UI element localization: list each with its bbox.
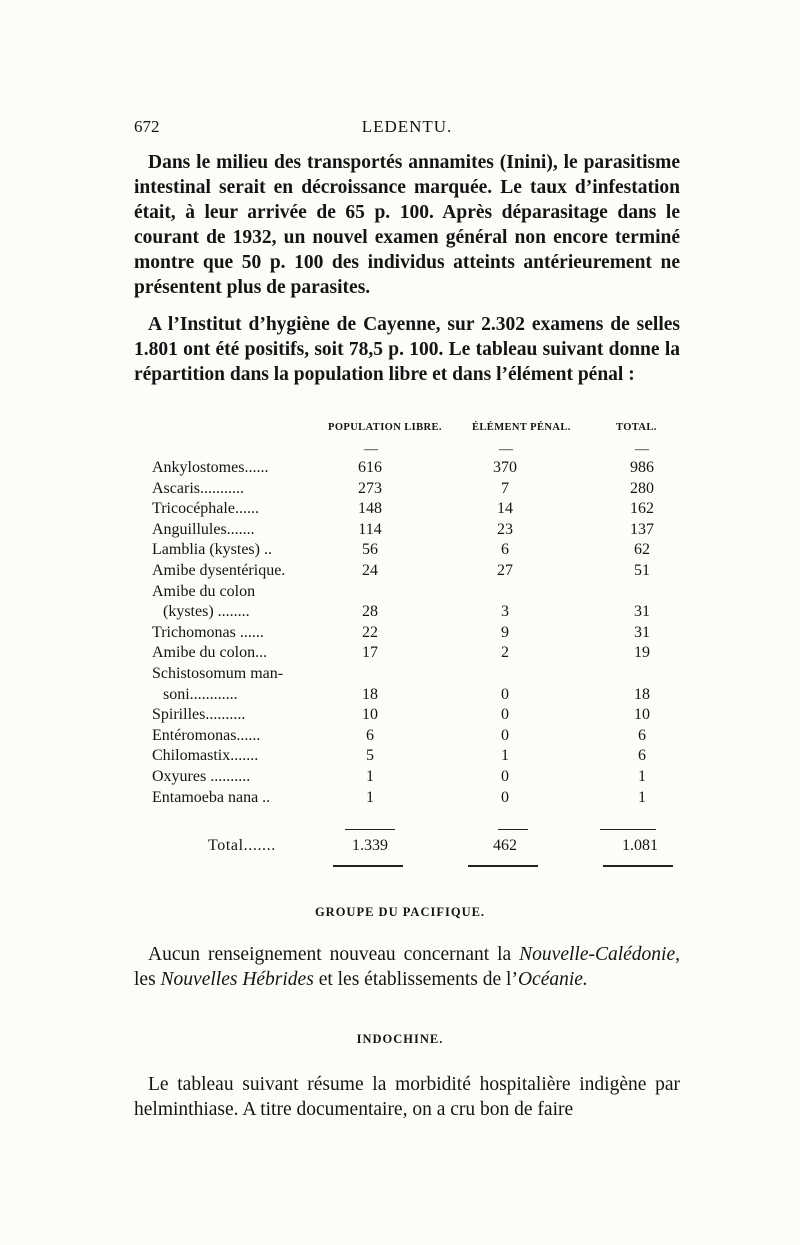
parasite-name: Entamoeba nana ..: [152, 788, 271, 806]
cell-element-penal: 0: [501, 726, 509, 744]
cell-element-penal: 6: [501, 541, 509, 559]
total-underline: [468, 865, 538, 867]
sum-rule: [345, 829, 395, 830]
parasite-name: Oxyures ..........: [152, 767, 251, 785]
cell-total: 986: [630, 459, 654, 476]
cell-total: 10: [634, 706, 650, 724]
parasite-name: soni............: [163, 685, 238, 703]
cell-total: 280: [630, 479, 654, 497]
cell-total: 18: [634, 685, 650, 703]
table-row: [0, 582, 800, 603]
table-row: [0, 767, 800, 788]
running-title: LEDENTU.: [361, 117, 453, 136]
cell-element-penal: 7: [501, 479, 509, 497]
parasite-name: Ascaris...........: [152, 479, 244, 497]
table-row: [0, 499, 800, 520]
table-row: [0, 561, 800, 582]
parasite-name: Entéromonas......: [152, 726, 261, 744]
sum-rule: [498, 829, 528, 830]
parasite-name: Amibe du colon...: [152, 644, 268, 662]
cell-population-libre: 5: [366, 747, 374, 765]
cell-element-penal: 14: [497, 500, 513, 518]
paragraph-annamites: Dans le milieu des transportés annamites (Inini), le parasitisme intestinal serait en décroissance marquée. Le taux d’infestation était, à leur arrivée de 65 p. 100. Après déparasitage dans le courant de 1932, un nouvel examen général non encore terminé montre que 50 p. 100 des individus atteints antérieurement ne présentent plus de parasites.: [134, 152, 680, 298]
header-dashes: [0, 442, 800, 456]
cell-total: 1: [638, 767, 646, 785]
parasite-name: Anguillules.......: [152, 520, 255, 538]
place-name: Océanie.: [517, 969, 588, 990]
dash: —: [635, 442, 649, 457]
total-libre: 1.339: [352, 837, 388, 854]
parasite-table-body: [0, 458, 800, 808]
cell-element-penal: 9: [501, 623, 509, 641]
table-row: [0, 685, 800, 706]
table-row: [0, 540, 800, 561]
cell-element-penal: 3: [501, 603, 509, 621]
cell-element-penal: 23: [497, 520, 513, 538]
parasite-name: Trichomonas ......: [152, 623, 264, 641]
total-underline: [333, 865, 403, 867]
cell-total: 62: [634, 541, 650, 559]
table-row: [0, 643, 800, 664]
table-row: [0, 623, 800, 644]
place-name: Nouvelles Hébrides: [160, 969, 314, 990]
cell-element-penal: 0: [501, 767, 509, 785]
total-row: [0, 837, 800, 861]
cell-population-libre: 28: [362, 603, 378, 621]
section-title-indochine: INDOCHINE.: [356, 1032, 444, 1046]
cell-population-libre: 24: [362, 561, 378, 579]
cell-total: 51: [634, 561, 650, 579]
cell-population-libre: 114: [358, 520, 382, 538]
cell-element-penal: 0: [501, 685, 509, 703]
table-row: [0, 520, 800, 541]
sum-rule: [600, 829, 656, 830]
dash: —: [364, 442, 378, 457]
parasite-name: Tricocéphale......: [152, 500, 259, 518]
place-name: Nouvelle-Calédonie,: [519, 944, 680, 965]
section-title-pacifique: GROUPE DU PACIFIQUE.: [314, 905, 486, 919]
cell-population-libre: 56: [362, 541, 378, 559]
table-row: [0, 458, 800, 479]
cell-population-libre: 17: [362, 644, 378, 662]
parasite-name: Amibe dysentérique.: [152, 561, 286, 579]
paragraph-cayenne: A l’Institut d’hygiène de Cayenne, sur 2.302 examens de selles 1.801 ont été positifs, soit 78,5 p. 100. Le tableau suivant donne la répartition dans la population libre et dans l’élément pénal :: [134, 314, 680, 385]
table-row: [0, 746, 800, 767]
cell-population-libre: 1: [366, 788, 374, 806]
parasite-name: Lamblia (kystes) ..: [152, 541, 272, 559]
cell-population-libre: 22: [362, 623, 378, 641]
cell-total: 1: [638, 788, 646, 806]
cell-population-libre: 616: [358, 459, 382, 476]
cell-total: 6: [638, 747, 646, 765]
cell-total: 137: [630, 520, 654, 538]
parasite-name: Schistosomum man-: [152, 664, 284, 682]
total-total: 1.081: [622, 837, 658, 854]
cell-total: 31: [634, 603, 650, 621]
cell-total: 31: [634, 623, 650, 641]
parasite-name: (kystes) ........: [163, 603, 250, 621]
total-underline: [603, 865, 673, 867]
table-row: [0, 664, 800, 685]
cell-element-penal: 2: [501, 644, 509, 662]
cell-total: 6: [638, 726, 646, 744]
page-header: [134, 117, 680, 141]
cell-population-libre: 18: [362, 685, 378, 703]
cell-total: 162: [630, 500, 654, 518]
text-run: Aucun renseignement nouveau concernant la: [148, 944, 520, 965]
cell-element-penal: 1: [501, 747, 509, 765]
cell-population-libre: 148: [358, 500, 382, 518]
dash: —: [499, 442, 513, 457]
parasite-name: Amibe du colon: [152, 582, 256, 600]
col-header-population-libre: POPULATION LIBRE.: [328, 422, 442, 433]
table-row: [0, 705, 800, 726]
cell-total: 19: [634, 644, 650, 662]
cell-element-penal: 370: [493, 459, 517, 476]
total-penal: 462: [493, 837, 517, 854]
paragraph-pacifique: [134, 942, 680, 992]
cell-element-penal: 0: [501, 706, 509, 724]
col-header-element-penal: ÉLÉMENT PÉNAL.: [472, 422, 571, 433]
page-number: 672: [134, 117, 160, 136]
total-label: Total.......: [208, 837, 276, 854]
cell-element-penal: 0: [501, 788, 509, 806]
cell-population-libre: 6: [366, 726, 374, 744]
cell-population-libre: 273: [358, 479, 382, 497]
table-row: [0, 602, 800, 623]
col-header-total: TOTAL.: [616, 422, 657, 433]
cell-population-libre: 1: [366, 767, 374, 785]
cell-population-libre: 10: [362, 706, 378, 724]
parasite-name: Chilomastix.......: [152, 747, 259, 765]
text-run: les: [134, 969, 161, 990]
table-header: [0, 422, 800, 438]
table-row: [0, 479, 800, 500]
table-row: [0, 726, 800, 747]
paragraph-indochine: Le tableau suivant résume la morbidité hospitalière indigène par helminthiase. A titre documentaire, on a cru bon de faire: [134, 1074, 680, 1120]
text-run: et les établissements de l’: [313, 969, 518, 990]
cell-element-penal: 27: [497, 561, 513, 579]
table-row: [0, 788, 800, 809]
parasite-name: Ankylostomes......: [152, 459, 269, 476]
parasite-name: Spirilles..........: [152, 706, 246, 724]
